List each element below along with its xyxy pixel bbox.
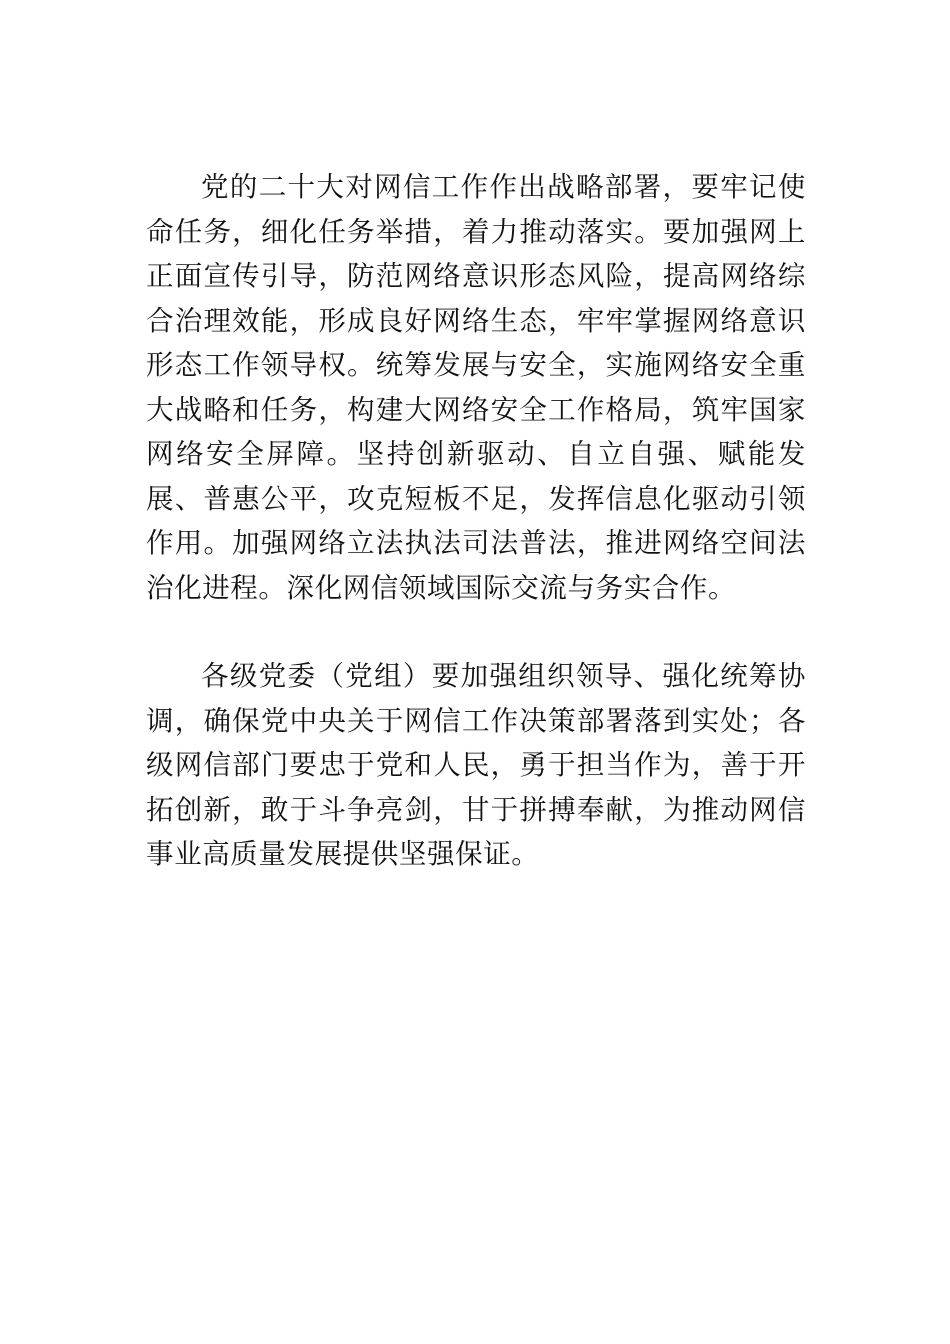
document-body bbox=[146, 165, 806, 877]
paragraph-1: 党的二十大对网信工作作出战略部署，要牢记使命任务，细化任务举措，着力推动落实。要加强网上正面宣传引导，防范网络意识形态风险，提高网络综合治理效能，形成良好网络生态，牢牢掌握网络意识形态工作领导权。统筹发展与安全，实施网络安全重大战略和任务，构建大网络安全工作格局，筑牢国家网络安全屏障。坚持创新驱动、自立自强、赋能发展、普惠公平，攻克短板不足，发挥信息化驱动引领作用。加强网络立法执法司法普法，推进网络空间法治化进程。深化网信领域国际交流与务实合作。 bbox=[146, 171, 806, 604]
paragraph-2: 各级党委（党组）要加强组织领导、强化统筹协调，确保党中央关于网信工作决策部署落到实处；各级网信部门要忠于党和人民，勇于担当作为，善于开拓创新，敢于斗争亮剑，甘于拼搏奉献，为推动网信事业高质量发展提供坚强保证。 bbox=[146, 660, 806, 870]
